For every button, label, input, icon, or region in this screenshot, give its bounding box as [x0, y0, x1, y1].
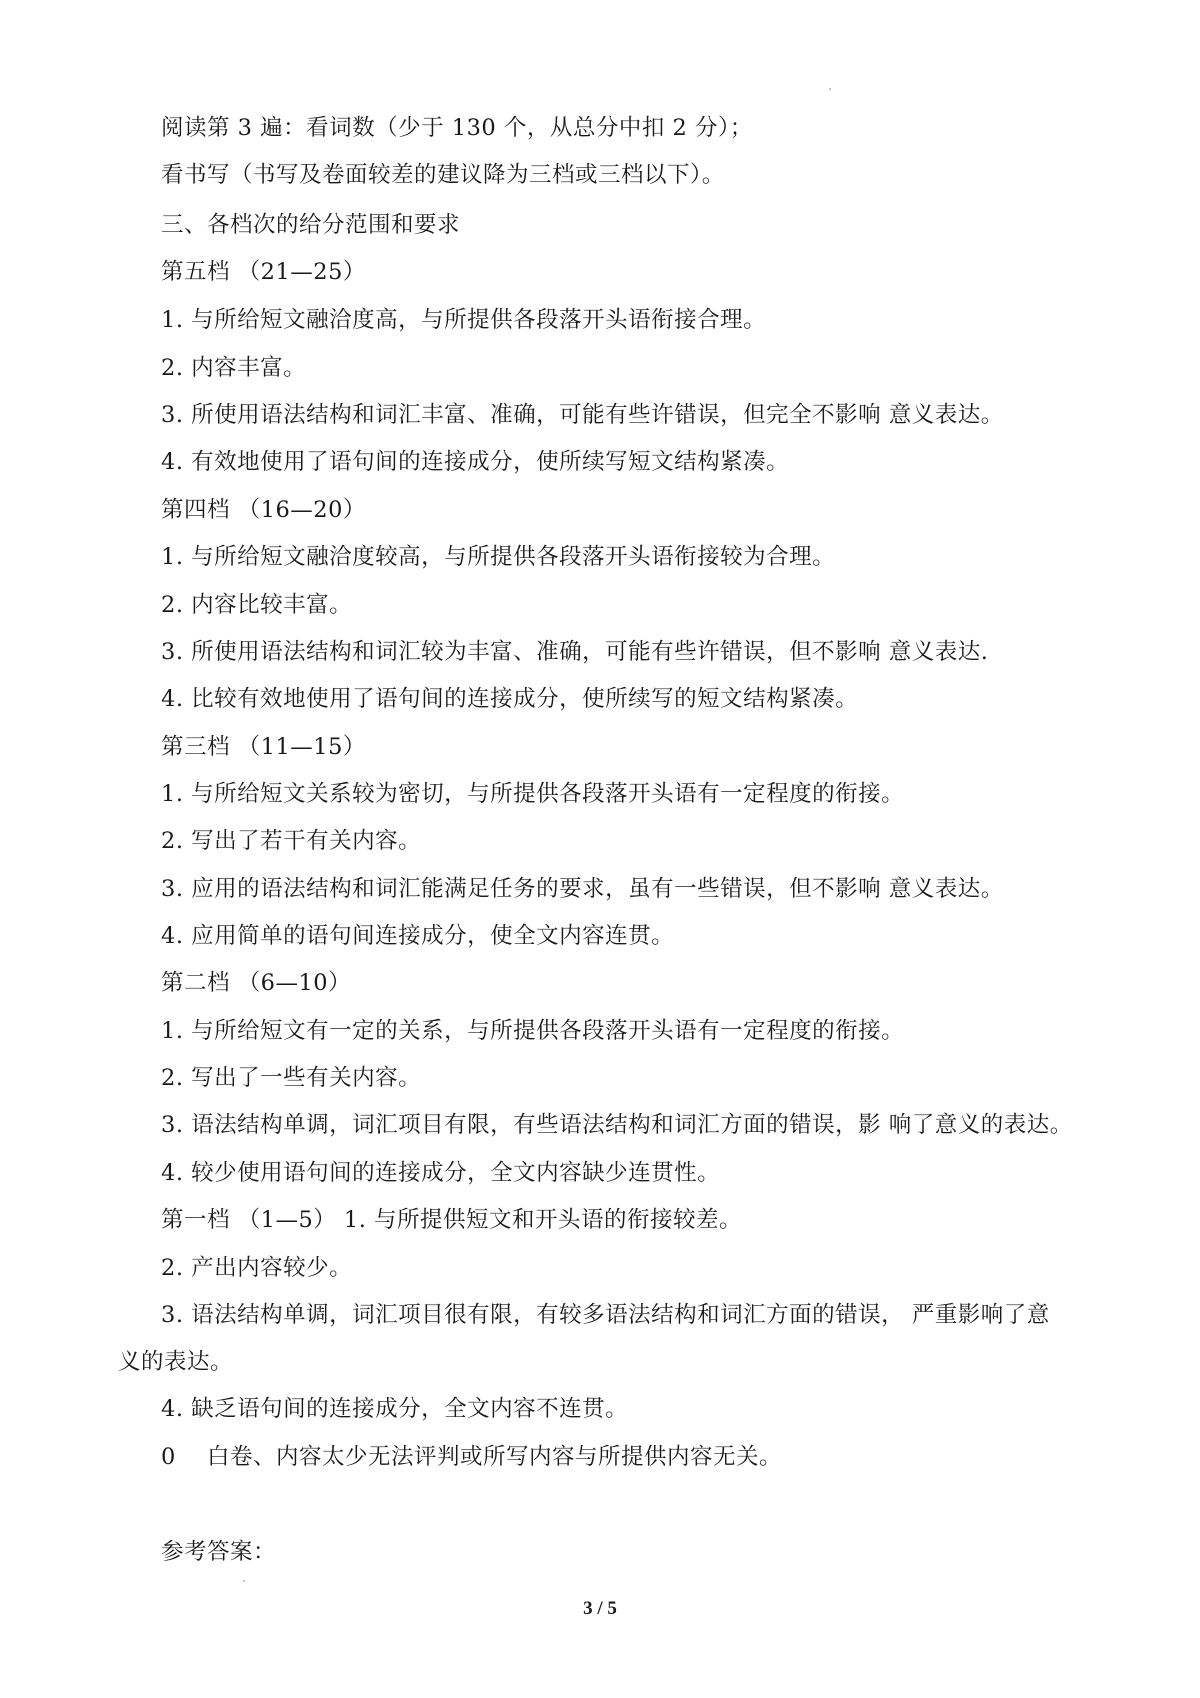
- text-line: 1. 与所给短文关系较为密切，与所提供各段落开头语有一定程度的衔接。: [161, 781, 905, 807]
- tier-heading: 第四档 （16—20）: [161, 497, 366, 523]
- text-line: 看书写（书写及卷面较差的建议降为三档或三档以下）。: [161, 162, 725, 188]
- text-line: 4. 较少使用语句间的连接成分，全文内容缺少连贯性。: [161, 1160, 721, 1186]
- text-line: 1. 与所给短文有一定的关系，与所提供各段落开头语有一定程度的衔接。: [161, 1018, 905, 1044]
- text-line: 4. 有效地使用了语句间的连接成分，使所续写短文结构紧凑。: [161, 449, 790, 475]
- reference-answer-label: 参考答案：: [161, 1539, 277, 1565]
- text-line: 3. 应用的语法结构和词汇能满足任务的要求，虽有一些错误，但不影响 意义表达。: [161, 876, 1004, 902]
- tier-heading: 第三档 （11—15）: [161, 734, 366, 760]
- text-line: 4. 缺乏语句间的连接成分，全文内容不连贯。: [161, 1396, 629, 1422]
- text-line: 3. 所使用语法结构和词汇较为丰富、准确，可能有些许错误，但不影响 意义表达.: [161, 639, 989, 665]
- text-line: 2. 内容丰富。: [161, 355, 307, 381]
- text-line: 2. 写出了若干有关内容。: [161, 828, 422, 854]
- text-line: 3. 所使用语法结构和词汇丰富、准确，可能有些许错误，但完全不影响 意义表达。: [161, 402, 1004, 428]
- zero-score-text: 白卷、内容太少无法评判或所写内容与所提供内容无关。: [207, 1444, 783, 1470]
- tier-heading: 第五档 （21—25）: [161, 259, 366, 285]
- tier-heading: 第二档 （6—10）: [161, 970, 352, 996]
- text-line-continuation: 义的表达。: [118, 1349, 234, 1375]
- zero-score-number: 0: [161, 1444, 176, 1470]
- text-line: 4. 比较有效地使用了语句间的连接成分，使所续写的短文结构紧凑。: [161, 686, 859, 712]
- text-line: 阅读第 3 遍：看词数（少于 130 个，从总分中扣 2 分）；: [161, 115, 753, 141]
- zero-score-line: [161, 1442, 782, 1472]
- text-line: 3. 语法结构单调，词汇项目有限，有些语法结构和词汇方面的错误，影 响了意义的表达。: [161, 1112, 1073, 1138]
- text-line: 3. 语法结构单调，词汇项目很有限，有较多语法结构和词汇方面的错误， 严重影响了意: [161, 1302, 1050, 1328]
- scan-speck: [243, 1580, 245, 1582]
- text-line: 2. 写出了一些有关内容。: [161, 1065, 422, 1091]
- tier-heading: 第一档 （1—5） 1. 与所提供短文和开头语的衔接较差。: [161, 1207, 743, 1233]
- section-heading: 三、各档次的给分范围和要求: [161, 212, 461, 238]
- text-line: 1. 与所给短文融洽度高，与所提供各段落开头语衔接合理。: [161, 307, 767, 333]
- page-number: 3 / 5: [583, 1598, 617, 1619]
- text-line: 4. 应用简单的语句间连接成分，使全文内容连贯。: [161, 923, 675, 949]
- scan-speck: [829, 88, 831, 90]
- text-line: 2. 内容比较丰富。: [161, 592, 353, 618]
- text-line: 2. 产出内容较少。: [161, 1255, 353, 1281]
- text-line: 1. 与所给短文融洽度较高，与所提供各段落开头语衔接较为合理。: [161, 544, 836, 570]
